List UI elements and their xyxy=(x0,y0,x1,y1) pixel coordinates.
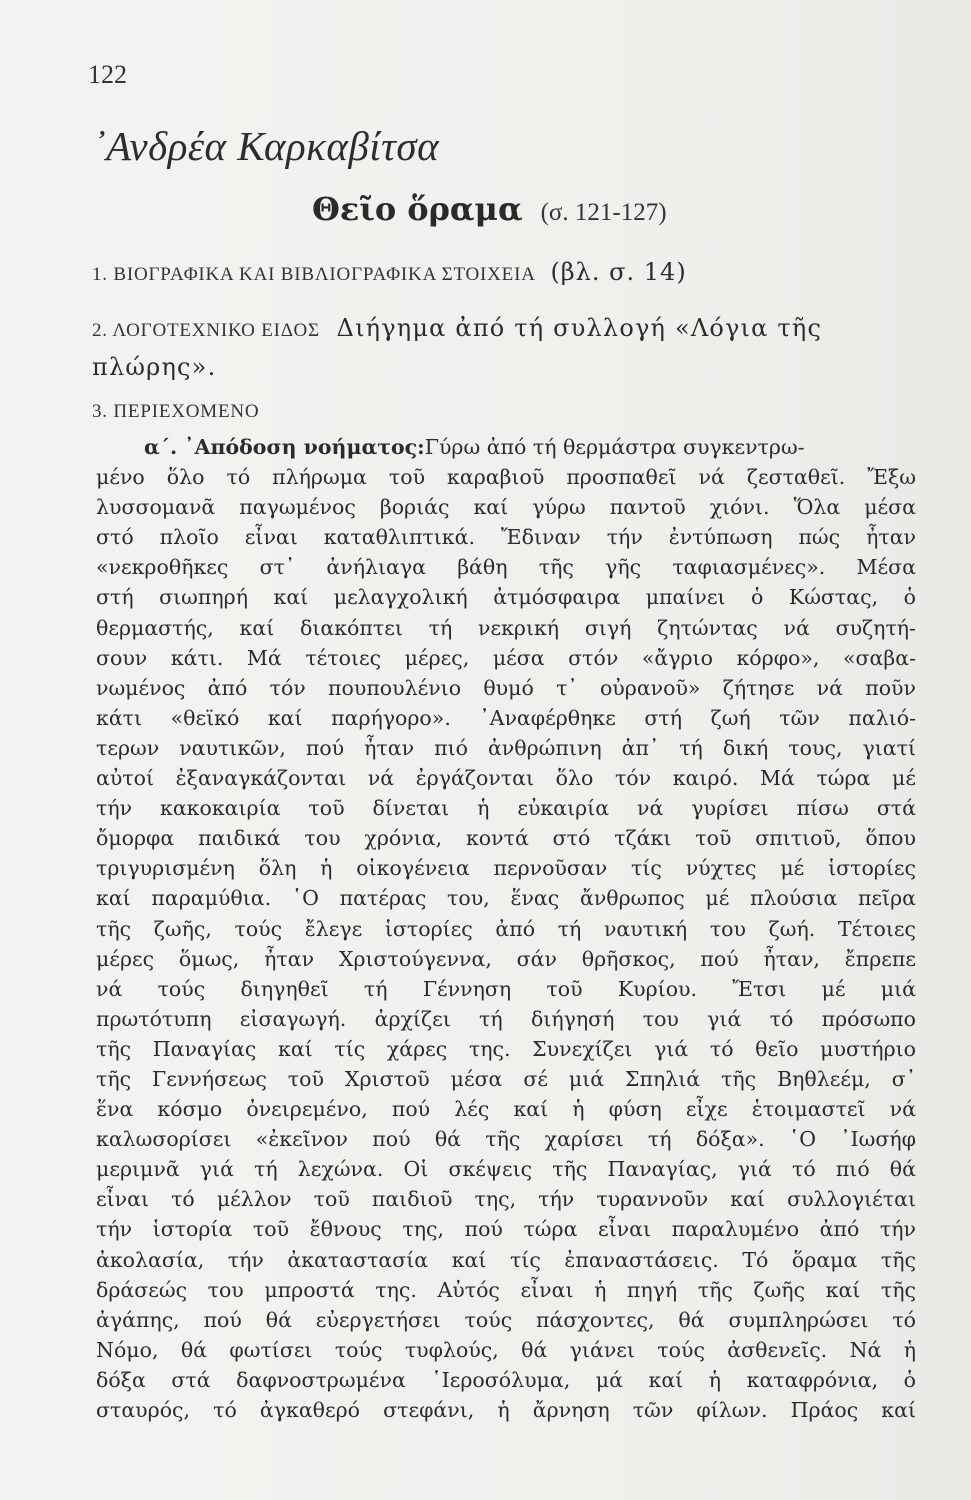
text-line: καλωσορίσει «ἐκεῖνον πού θά τῆς χαρίσει τή δόξα». ῾Ο ᾽Ιωσήφ xyxy=(96,1127,916,1152)
text-line: δόξα στά δαφνοστρωμένα ῾Ιεροσόλυμα, μά καί ἡ καταφρόνια, ὁ xyxy=(96,1367,916,1392)
text-line: θερμαστής, καί διακόπτει τή νεκρική σιγή ζητώντας νά συζητή- xyxy=(96,615,916,640)
section-genre xyxy=(92,310,912,386)
text-line: τήν ἱστορία τοῦ ἔθνους της, πού τώρα εἶναι παραλυμένο ἀπό τήν xyxy=(96,1217,916,1242)
text-line: καί παραμύθια. ῾Ο πατέρας του, ἕνας ἄνθρωπος μέ πλούσια πεῖρα xyxy=(96,886,916,911)
text-line: μεριμνᾶ γιά τή λεχώνα. Οἱ σκέψεις τῆς Παναγίας, γιά τό πιό θά xyxy=(96,1157,916,1182)
author-name: ᾽Ανδρέα Καρκαβίτσα xyxy=(92,123,440,169)
text-line: σουν κάτι. Μά τέτοιες μέρες, μέσα στόν «ἄγριο κόρφο», «σαβα- xyxy=(96,645,916,670)
section-biography xyxy=(92,258,912,286)
summary-text xyxy=(96,432,916,1425)
section-content xyxy=(92,398,912,423)
text-line: νά τούς διηγηθεῖ τή Γέννηση τοῦ Κυρίου. Ἔτσι μέ μιά xyxy=(96,976,916,1001)
title-page-range: (σ. 121-127) xyxy=(540,199,667,226)
text-line: τήν κακοκαιρία τοῦ δίνεται ἡ εὐκαιρία νά γυρίσει πίσω στά xyxy=(96,796,916,821)
text-line: ὄμορφα παιδικά του χρόνια, κοντά στό τζάκι τοῦ σπιτιοῦ, ὅπου xyxy=(96,826,916,851)
text-line: στό πλοῖο εἶναι καταθλιπτικά. Ἔδιναν τήν ἐντύπωση πώς ἦταν xyxy=(96,525,916,550)
text-line: μέρες ὅμως, ἦταν Χριστούγεννα, σάν θρῆσκος, πού ἦταν, ἔπρεπε xyxy=(96,946,916,971)
text-line: τῆς ζωῆς, τούς ἔλεγε ἱστορίες ἀπό τή ναυτική του ζωή. Τέτοιες xyxy=(96,916,916,941)
page-number: 122 xyxy=(88,60,127,89)
lead-label: α΄. ᾽Απόδοση νοήματος: xyxy=(144,435,425,459)
text-line: ἀκολασία, τήν ἀκαταστασία καί τίς ἐπαναστάσεις. Τό ὅραμα τῆς xyxy=(96,1247,916,1272)
text-line: «νεκροθῆκες στ᾽ ἀνήλιαγα βάθη τῆς γῆς ταφιασμένες». Μέσα xyxy=(96,555,916,580)
section-body: (βλ. σ. 14) xyxy=(550,258,687,286)
text-line: νωμένος ἀπό τόν πουπουλένιο θυμό τ᾽ οὐρανοῦ» ζήτησε νά ποῦν xyxy=(96,675,916,700)
text-line: ἀγάπης, πού θά εὐεργετήσει τούς πάσχοντες, θά συμπληρώσει τό xyxy=(96,1307,916,1332)
text-line: στή σιωπηρή καί μελαγχολική ἀτμόσφαιρα μπαίνει ὁ Κώστας, ὁ xyxy=(96,585,916,610)
text-line: Νόμο, θά φωτίσει τούς τυφλούς, θά γιάνει τούς ἀσθενεῖς. Νά ἡ xyxy=(96,1337,916,1362)
text-line: πρωτότυπη εἰσαγωγή. ἀρχίζει τή διήγησή του γιά τό πρόσωπο xyxy=(96,1006,916,1031)
title-row xyxy=(312,190,667,228)
section-body: Διήγημα ἀπό τή συλλογή «Λόγια τῆς xyxy=(336,314,823,342)
text-line: αὐτοί ἐξαναγκάζονται νά ἐργάζονται ὅλο τόν καιρό. Μά τώρα μέ xyxy=(96,766,916,791)
text-line: ἕνα κόσμο ὀνειρεμένο, πού λές καί ἡ φύση εἶχε ἑτοιμαστεῖ νά xyxy=(96,1097,916,1122)
section-heading: 2. ΛΟΓΟΤΕΧΝΙΚΟ ΕΙΔΟΣ xyxy=(92,320,320,341)
section-heading: 1. ΒΙΟΓΡΑΦΙΚΑ ΚΑΙ ΒΙΒΛΙΟΓΡΑΦΙΚΑ ΣΤΟΙΧΕΙΑ xyxy=(92,264,536,285)
text-line: τῆς Γεννήσεως τοῦ Χριστοῦ μέσα σέ μιά Σπηλιά τῆς Βηθλεέμ, σ᾽ xyxy=(96,1066,916,1091)
story-title: Θεῖο ὅραμα xyxy=(312,190,523,228)
text-line: δράσεώς του μπροστά της. Αὐτός εἶναι ἡ πηγή τῆς ζωῆς καί τῆς xyxy=(96,1277,916,1302)
text-line: σταυρός, τό ἀγκαθερό στεφάνι, ἡ ἄρνηση τῶν φίλων. Πράος καί xyxy=(96,1398,916,1422)
text-line: κάτι «θεϊκό καί παρήγορο». ᾽Αναφέρθηκε στή ζωή τῶν παλιό- xyxy=(96,705,916,730)
text-line: εἶναι τό μέλλον τοῦ παιδιοῦ της, τήν τυραννοῦν καί συλλογιέται xyxy=(96,1187,916,1212)
text-line: τῆς Παναγίας καί τίς χάρες της. Συνεχίζει γιά τό θεῖο μυστήριο xyxy=(96,1036,916,1061)
text-line: μένο ὅλο τό πλήρωμα τοῦ καραβιοῦ προσπαθεῖ νά ζεσταθεῖ. Ἔξω xyxy=(96,465,916,490)
section-heading: 3. ΠΕΡΙΕΧΟΜΕΝΟ xyxy=(92,401,260,422)
text-line: τερων ναυτικῶν, πού ἦταν πιό ἀνθρώπινη ἀπ᾽ τή δική τους, γιατί xyxy=(96,735,916,760)
text-line: λυσσομανᾶ παγωμένος βοριάς καί γύρω παντοῦ χιόνι. Ὅλα μέσα xyxy=(96,495,916,520)
text-line: α΄. ᾽Απόδοση νοήματος:Γύρω ἀπό τή θερμάστρα συγκεντρω- xyxy=(144,435,805,459)
section-body-continued: πλώρης». xyxy=(92,353,217,381)
text-line: τριγυρισμένη ὅλη ἡ οἰκογένεια περνοῦσαν τίς νύχτες μέ ἱστορίες xyxy=(96,856,916,881)
